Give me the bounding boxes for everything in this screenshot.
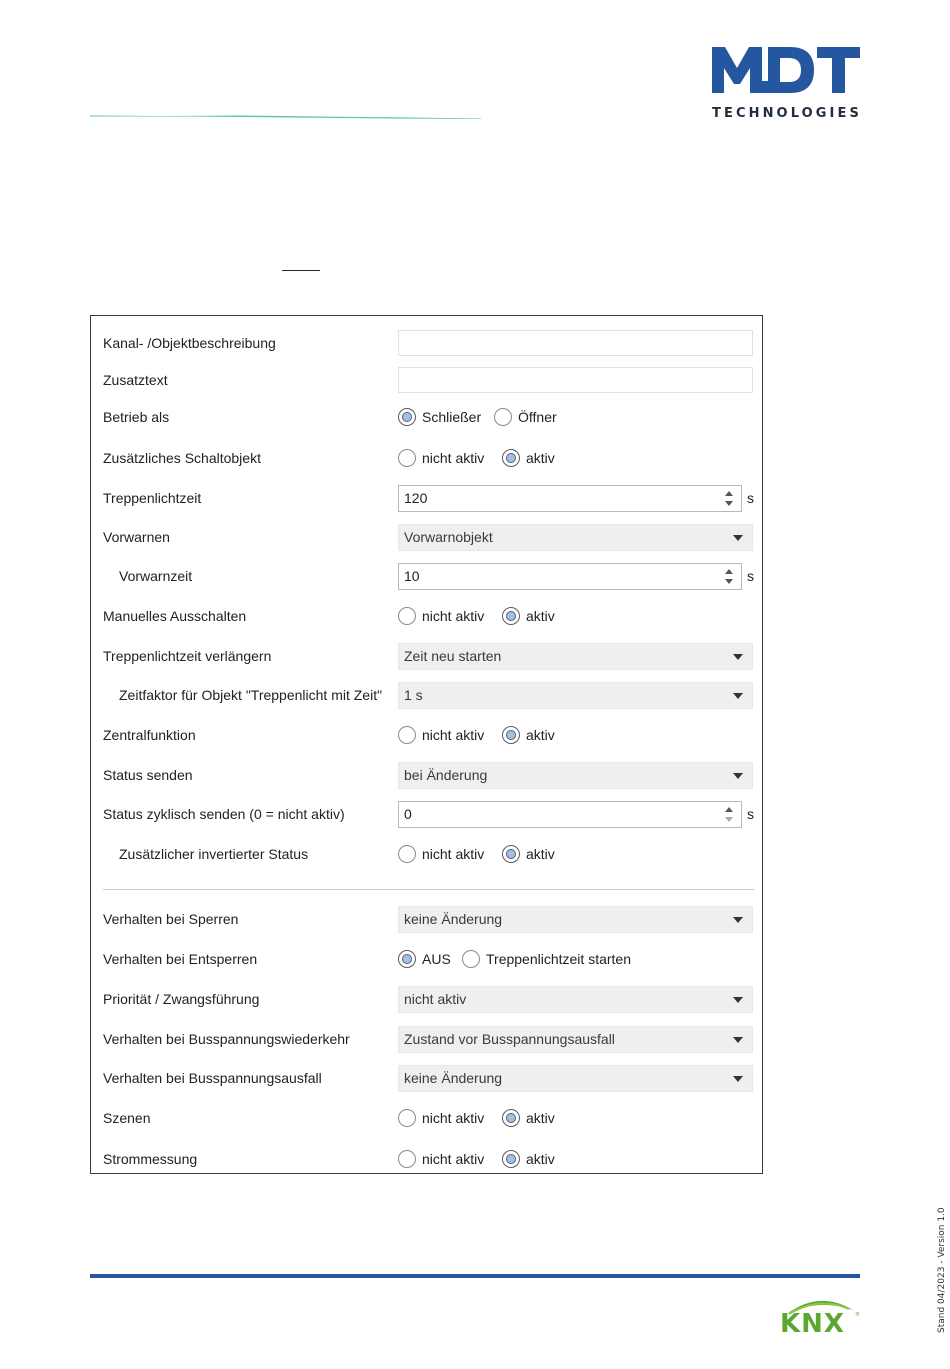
vorwarnen-dropdown[interactable]	[398, 524, 753, 551]
setting-row-zusätzliches-schaltobjekt	[91, 441, 764, 475]
setting-label: Status senden	[103, 767, 193, 783]
setting-row-verhalten-bei-entsperren	[91, 942, 764, 976]
chevron-down-icon	[733, 1076, 743, 1082]
chevron-down-icon	[733, 917, 743, 923]
radio-option-label: aktiv	[526, 1151, 555, 1167]
settings-panel	[90, 315, 763, 1174]
priorität-zwangsführung-dropdown[interactable]	[398, 986, 753, 1013]
setting-row-zusatztext	[91, 363, 764, 397]
setting-row-vorwarnzeit	[91, 559, 764, 593]
radio-option-label: Öffner	[518, 409, 557, 425]
setting-label: Vorwarnzeit	[119, 568, 193, 584]
radio-checked-icon[interactable]	[502, 726, 520, 744]
chevron-down-icon	[733, 1037, 743, 1043]
setting-label: Strommessung	[103, 1151, 198, 1167]
dropdown-value: nicht aktiv	[404, 991, 467, 1007]
radio-checked-icon[interactable]	[502, 845, 520, 863]
knx-logo-text: KNX	[780, 1309, 845, 1334]
setting-row-zusätzlicher-invertierter-status	[91, 837, 764, 871]
dropdown-value: keine Änderung	[404, 911, 503, 927]
radio-option-label: Treppenlichtzeit starten	[486, 951, 631, 967]
chevron-down-icon	[733, 535, 743, 541]
dropdown-value: Vorwarnobjekt	[404, 529, 493, 545]
logo-subtitle: TECHNOLOGIES	[712, 106, 862, 121]
radio-unchecked-icon[interactable]	[494, 408, 512, 426]
setting-label: Status zyklisch senden (0 = nicht aktiv)	[103, 806, 345, 822]
section-divider	[103, 889, 754, 890]
setting-label: Verhalten bei Entsperren	[103, 951, 258, 967]
radio-option-label: aktiv	[526, 608, 555, 624]
radio-unchecked-icon[interactable]	[398, 1150, 416, 1168]
setting-label: Zusätzlicher invertierter Status	[119, 846, 309, 862]
radio-option-label: nicht aktiv	[422, 727, 485, 743]
setting-row-verhalten-bei-sperren	[91, 902, 764, 936]
radio-checked-icon[interactable]	[398, 408, 416, 426]
setting-label: Kanal- /Objektbeschreibung	[103, 335, 276, 351]
setting-label: Vorwarnen	[103, 529, 170, 545]
radio-option-label: nicht aktiv	[422, 1151, 485, 1167]
radio-unchecked-icon[interactable]	[398, 726, 416, 744]
setting-row-verhalten-bei-busspannungsausfall	[91, 1061, 764, 1095]
setting-row-betrieb-als	[91, 400, 764, 434]
radio-option-label: nicht aktiv	[422, 608, 485, 624]
setting-label: Treppenlichtzeit verlängern	[103, 648, 272, 664]
setting-row-treppenlichtzeit	[91, 481, 764, 515]
setting-label: Verhalten bei Busspannungswiederkehr	[103, 1031, 350, 1047]
radio-option-label: aktiv	[526, 1110, 555, 1126]
setting-row-manuelles-ausschalten	[91, 599, 764, 633]
setting-label: Verhalten bei Sperren	[103, 911, 239, 927]
setting-row-kanal-objektbeschreibung	[91, 326, 764, 360]
setting-row-status-senden	[91, 758, 764, 792]
setting-label: Zentralfunktion	[103, 727, 196, 743]
header-accent-rule	[90, 115, 481, 119]
radio-unchecked-icon[interactable]	[398, 449, 416, 467]
setting-row-priorität-zwangsführung	[91, 982, 764, 1016]
treppenlichtzeit-spinbox[interactable]	[398, 485, 742, 512]
status-zyklisch-senden-0-nicht-aktiv-spinbox[interactable]	[398, 801, 742, 828]
dropdown-value: keine Änderung	[404, 1070, 503, 1086]
spinbox-value: 0	[404, 806, 412, 822]
spin-arrows-icon[interactable]	[724, 489, 734, 508]
radio-option-label: nicht aktiv	[422, 1110, 485, 1126]
radio-option-label: aktiv	[526, 727, 555, 743]
radio-option-label: aktiv	[526, 846, 555, 862]
unit-label: s	[747, 490, 754, 506]
radio-unchecked-icon[interactable]	[398, 607, 416, 625]
radio-unchecked-icon[interactable]	[462, 950, 480, 968]
setting-label: Priorität / Zwangsführung	[103, 991, 260, 1007]
unit-label: s	[747, 568, 754, 584]
setting-label: Zeitfaktor für Objekt "Treppenlicht mit Zeit"	[119, 687, 383, 703]
verhalten-bei-busspannungsausfall-dropdown[interactable]	[398, 1065, 753, 1092]
radio-unchecked-icon[interactable]	[398, 1109, 416, 1127]
radio-option-label: nicht aktiv	[422, 846, 485, 862]
dropdown-value: Zeit neu starten	[404, 648, 502, 664]
chevron-down-icon	[733, 997, 743, 1003]
spin-arrows-icon[interactable]	[724, 805, 734, 824]
dropdown-value: bei Änderung	[404, 767, 488, 783]
radio-checked-icon[interactable]	[398, 950, 416, 968]
kanal-objektbeschreibung-input[interactable]	[398, 330, 753, 356]
radio-option-label: Schließer	[422, 409, 482, 425]
setting-row-strommessung	[91, 1142, 764, 1176]
radio-unchecked-icon[interactable]	[398, 845, 416, 863]
radio-option-label: aktiv	[526, 450, 555, 466]
setting-label: Zusätzliches Schaltobjekt	[103, 450, 261, 466]
setting-label: Verhalten bei Busspannungsausfall	[103, 1070, 322, 1086]
spin-arrows-icon[interactable]	[724, 567, 734, 586]
unit-label: s	[747, 806, 754, 822]
knx-logo	[779, 1296, 861, 1334]
spinbox-value: 10	[404, 568, 420, 584]
setting-row-status-zyklisch-senden-0-nicht-aktiv	[91, 797, 764, 831]
setting-label: Zusatztext	[103, 372, 168, 388]
chevron-down-icon	[733, 654, 743, 660]
chevron-down-icon	[733, 693, 743, 699]
radio-checked-icon[interactable]	[502, 1150, 520, 1168]
setting-label: Treppenlichtzeit	[103, 490, 202, 506]
dropdown-value: Zustand vor Busspannungsausfall	[404, 1031, 615, 1047]
chevron-down-icon	[733, 773, 743, 779]
verhalten-bei-busspannungswiederkehr-dropdown[interactable]	[398, 1026, 753, 1053]
setting-label: Betrieb als	[103, 409, 170, 425]
radio-checked-icon[interactable]	[502, 1109, 520, 1127]
spinbox-value: 120	[404, 490, 428, 506]
dropdown-value: 1 s	[404, 687, 423, 703]
version-note: Stand 04/2023 - Version 1.0	[937, 1207, 947, 1333]
radio-option-label: AUS	[422, 951, 451, 967]
setting-row-verhalten-bei-busspannungswiederkehr	[91, 1022, 764, 1056]
setting-row-zeitfaktor-für-objekt-treppenlicht-mit-zeit	[91, 678, 764, 712]
status-senden-dropdown[interactable]	[398, 762, 753, 789]
setting-row-zentralfunktion	[91, 718, 764, 752]
setting-label: Szenen	[103, 1110, 151, 1126]
svg-text:®: ®	[855, 1312, 860, 1318]
setting-row-treppenlichtzeit-verlängern	[91, 639, 764, 673]
radio-option-label: nicht aktiv	[422, 450, 485, 466]
zeitfaktor-für-objekt-treppenlicht-mit-zeit-dropdown[interactable]	[398, 682, 753, 709]
radio-checked-icon[interactable]	[502, 449, 520, 467]
setting-label: Manuelles Ausschalten	[103, 608, 247, 624]
short-rule	[282, 270, 320, 271]
verhalten-bei-sperren-dropdown[interactable]	[398, 906, 753, 933]
setting-row-szenen	[91, 1101, 764, 1135]
zusatztext-input[interactable]	[398, 367, 753, 393]
setting-row-vorwarnen	[91, 520, 764, 554]
radio-checked-icon[interactable]	[502, 607, 520, 625]
footer-rule	[90, 1274, 860, 1278]
treppenlichtzeit-verlängern-dropdown[interactable]	[398, 643, 753, 670]
vorwarnzeit-spinbox[interactable]	[398, 563, 742, 590]
